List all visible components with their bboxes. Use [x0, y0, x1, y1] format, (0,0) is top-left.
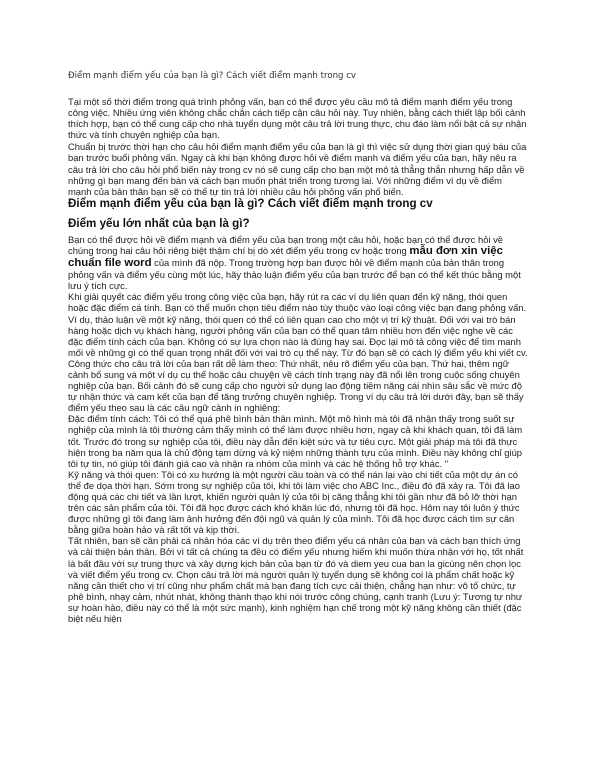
keyword-link[interactable]: mẫu đơn xin việc chuẩn file word: [68, 244, 503, 270]
intro-paragraph-2: Chuẩn bị trước thời hạn cho câu hỏi điểm mạnh điểm yếu của bạn là gì thì việc sử dụng thời gian quý báu của bạn trước buổi phỏng vấn. Ngay cả khi bạn không được hỏi về điểm mạnh và điểm yếu của bạn, hãy nêu ra câu trả lời cho câu hỏi phổ biến này trong cv nó sẽ cung cấp cho bạn một mô tả thẳng thắn nhưng hấp dẫn về những gì bạn mang đến bàn và cách bạn muốn phát triển trong tương lai. Với những điểm ví dụ về điểm mạnh của bản thân bạn sẽ có thể tự tin trả lời nhiều câu hỏi phỏng vấn phổ biến.: [68, 141, 527, 197]
body-paragraph-personality: Đặc điểm tính cách: Tôi có thể quá phê bình bản thân mình. Một mô hình mà tôi đã nhận thấy trong suốt sự nghiệp của mình là tôi thường cảm thấy mình có thể làm được nhiều hơn, ngay cả khi khách quan, tôi đã làm tốt. Trước đó trong sự nghiệp của tôi, điều này dẫn đến kiệt sức và tự tiêu cực. Một giải pháp mà tôi đã thực hiện trong ba năm qua là chủ động tạm dừng và kỷ niệm những thành tựu của mình. Điều này không chỉ giúp tôi tự tin, nó giúp tôi đánh giá cao và nhận ra nhóm của mình và các hệ thống hỗ trợ khác. ": [68, 413, 523, 469]
body-paragraph-skills: Kỹ năng và thói quen: Tôi có xu hướng là một người cầu toàn và có thể nán lại vào chi tiết của một dự án có thể đe dọa thời hạn. Sớm trong sự nghiệp của tôi, khi tôi làm việc cho ABC Inc., điều đó đã xảy ra. Tôi đã lao động quá các chi tiết và lần lượt, khiến người quản lý của tôi bị căng thẳng khi tôi gần như đã bỏ lỡ thời hạn trên các sản phẩm của tôi. Tôi đã học được cách khó khăn lúc đó, nhưng tôi đã học. Hôm nay tôi luôn ý thức được những gì tôi đang làm ảnh hưởng đến đội ngũ và quản lý của mình. Tôi đã học được cách tìm sự cân bằng giữa hoàn hảo và rất tốt và kịp thời.: [68, 468, 520, 536]
body-paragraph-weakness-examples: Khi giải quyết các điểm yếu trong công việc của bạn, hãy rút ra các ví dụ liên quan đến kỹ năng, thói quen hoặc đặc điểm cá tính. Bạn có thể muốn chọn tiêu điểm nào tùy thuộc vào loại công việc bạn đang phỏng vấn. Ví dụ, thảo luận về một kỹ năng, thói quen có thể có liên quan cao cho một vị trí kỹ thuật. Đối với vai trò bán hàng hoặc dịch vụ khách hàng, người phỏng vấn của bạn có thể quan tâm nhiều hơn đến việc nghe về các đặc điểm tính cách của bạn. Không có sự lựa chọn nào là đúng hay sai. Đọc lại mô tả công việc để tìm manh mối về những gì có thể quan trọng nhất đối với vai trò cụ thể này. Từ đó bạn sẽ có cách lý điểm yếu khi viết cv.: [68, 291, 528, 358]
keyword-paragraph-after: của mình đã nộp. Trong trường hợp bạn được hỏi về điểm mạnh của bản thân trong phỏng vấn và điểm yếu cùng một lúc, hãy thảo luận điểm yếu của bạn trước để bạn có thể kết thúc bằng một lưu ý tích cực.: [68, 257, 521, 292]
keyword-paragraph-before: Bạn có thể được hỏi về điểm mạnh và điểm yếu của bạn trong một câu hỏi, hoặc bạn có thể được hỏi về chúng trong hai câu hỏi riêng biệt thậm chí bị dò xét điểm yếu trong cv hoặc trong: [68, 233, 503, 256]
keyword-paragraph: [68, 234, 528, 291]
main-heading: Điểm mạnh điểm yếu của bạn là gì? Cách viết điểm mạnh trong cv: [68, 196, 433, 210]
body-paragraph-formula: Công thức cho câu trả lời của bạn rất dễ làm theo: Thứ nhất, nêu rõ điểm yếu của bạn. Thứ hai, thêm ngữ cảnh bổ sung và một ví dụ cụ thể hoặc câu chuyện về cách tính trạng này đã nổi lên trong cuộc sống chuyên nghiệp của bạn. Bối cảnh đó sẽ cung cấp cho người sử dụng lao động tiềm năng cái nhìn sâu sắc về mức độ tự nhận thức và cam kết của bạn để tăng trưởng chuyên nghiệp. Trong ví dụ câu trả lời dưới đây, bạn sẽ thấy điểm yếu theo sau là các câu ngữ cảnh in nghiêng:: [68, 357, 524, 414]
document-title: Điểm mạnh điểm yếu của bạn là gì? Cách viết điểm mạnh trong cv: [68, 71, 357, 81]
sub-heading: Điểm yếu lớn nhất của bạn là gì?: [68, 216, 250, 230]
intro-paragraph-1: Tại một số thời điểm trong quá trình phỏng vấn, bạn có thể được yêu cầu mô tả điểm mạnh điểm yếu trong công việc. Nhiều ứng viên không chắc chắn cách tiếp cận câu hỏi này. Tuy nhiên, bằng cách thiết lập bối cảnh thích hợp, bạn có thể cung cấp cho nhà tuyển dụng một câu trả lời trung thực, chu đáo làm nổi bật cả sự nhận thức và tính chuyên nghiệp của bạn.: [68, 96, 527, 141]
body-paragraph-personalize: Tất nhiên, bạn sẽ cần phải cá nhân hóa các ví dụ trên theo điểm yếu cá nhân của bạn và cách bạn thích ứng và cải thiện bản thân. Bởi vì tất cả chúng ta đều có điểm yếu nhưng hiếm khi muốn thừa nhận với họ, tốt nhất là bất đầu với sự trung thực và xây dựng kịch bản của bạn từ đó và diem yeu cua ban la gicùng nên chọn lọc và viết điểm yếu trong cv. Chọn câu trả lời mà người quản lý tuyển dụng sẽ không coi là phẩm chất hoặc kỹ năng cần thiết cho vị trí cũng như phẩm chất mà bạn đang tích cực cải thiện, chẳng hạn như: vô tổ chức, tự phê bình, nhạy cảm, nhút nhát, không thành thạo khi nói trước công chúng, cạnh tranh (Lưu ý: Tương tự như sự hoàn hảo, điều này có thể là một sức mạnh), kinh nghiệm hạn chế trong một kỹ năng không cần thiết (đặc biệt nếu hiện: [68, 535, 524, 625]
